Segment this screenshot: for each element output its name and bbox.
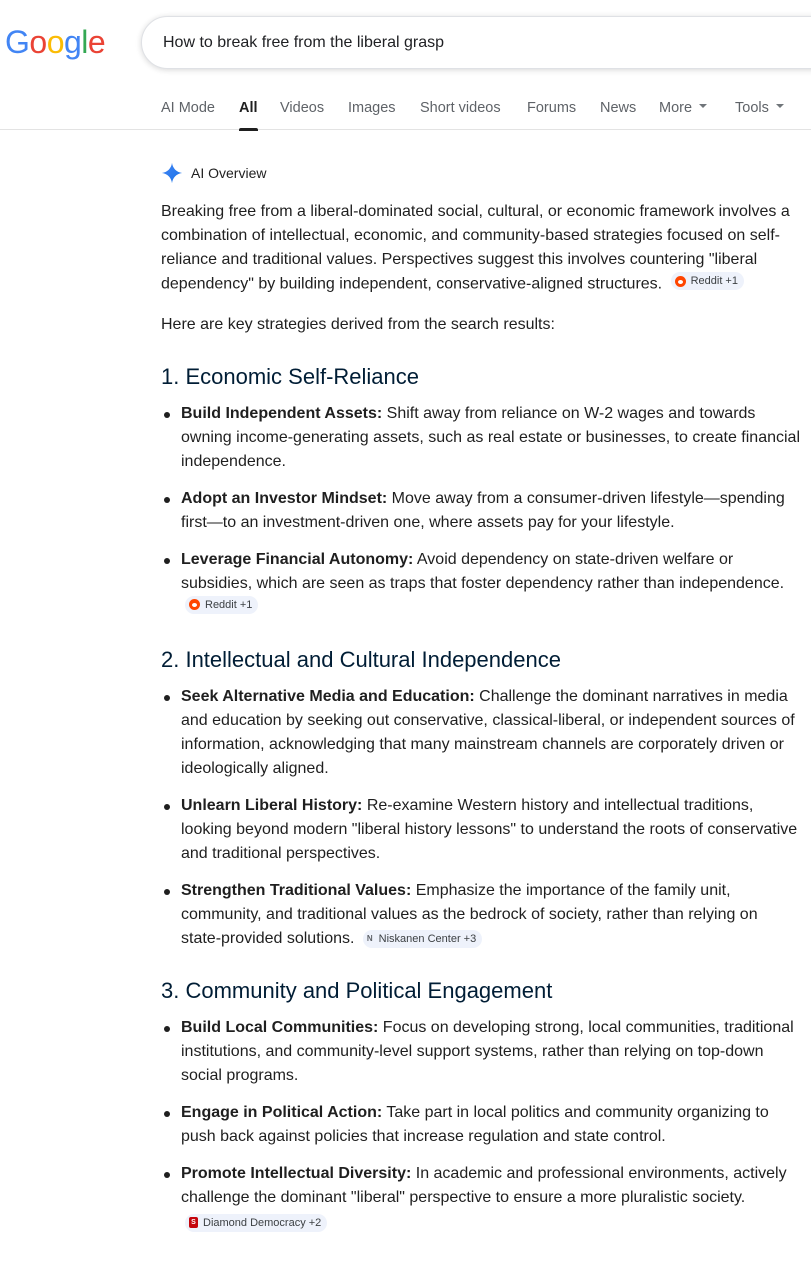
source-chip[interactable] xyxy=(185,596,258,614)
source-chip[interactable] xyxy=(363,930,482,948)
item-text: Re-examine Western history and intellectual traditions, looking beyond modern "liberal history lessons" to understand the roots of conservative and traditional perspectives. xyxy=(181,797,798,862)
logo-letter-g2: g xyxy=(63,24,82,60)
list-item xyxy=(161,1162,801,1234)
item-title: Promote Intellectual Diversity: xyxy=(181,1165,412,1182)
section-heading: 1. Economic Self-Reliance xyxy=(161,363,420,389)
list-item xyxy=(161,1016,801,1088)
item-text: Move away from a consumer-driven lifestyle—spending first—to an investment-driven one, where assets pay for your lifestyle. xyxy=(181,489,785,531)
list-item xyxy=(161,1101,801,1149)
item-text: In academic and professional environments, actively challenge the dominant "liberal" perspective to ensure a more pluralistic society. xyxy=(181,1165,787,1206)
tab-images[interactable]: Images xyxy=(348,100,396,116)
tab-videos[interactable]: Videos xyxy=(280,100,325,116)
tab-short-videos[interactable]: Short videos xyxy=(420,100,501,116)
tab-tools-label: Tools xyxy=(735,100,769,116)
tab-tools[interactable] xyxy=(735,99,784,117)
source-chip-label: Reddit +1 xyxy=(690,275,738,287)
logo-letter-g: G xyxy=(5,24,30,60)
section-list xyxy=(161,685,801,951)
source-chip-label: Diamond Democracy +2 xyxy=(203,1216,322,1229)
logo-letter-l: l xyxy=(81,24,88,60)
gemini-sparkle-icon xyxy=(161,162,183,184)
item-title: Unlearn Liberal History: xyxy=(181,797,363,814)
source-chip-label: Reddit +1 xyxy=(205,598,253,611)
item-text: Emphasize the importance of the family unit, community, and traditional values as the bedrock of society, rather than relying on state-provided solutions. xyxy=(181,882,758,947)
section-heading: 2. Intellectual and Cultural Independence xyxy=(161,647,561,672)
item-title: Engage in Political Action: xyxy=(181,1104,383,1121)
item-text: Shift away from reliance on W-2 wages and towards owning income-generating assets, such as real estate or businesses, to create financial independence. xyxy=(181,404,801,470)
tab-ai-mode[interactable]: AI Mode xyxy=(161,100,215,116)
reddit-icon xyxy=(675,276,686,287)
logo-letter-o2: o xyxy=(46,24,64,60)
item-title: Adopt an Investor Mindset: xyxy=(181,489,388,507)
tab-all[interactable]: All xyxy=(239,100,258,116)
search-tabs xyxy=(0,88,811,130)
logo-letter-e: e xyxy=(87,24,106,60)
section-list xyxy=(161,1016,801,1234)
chevron-down-icon xyxy=(776,104,784,108)
reddit-icon xyxy=(189,599,200,610)
list-item xyxy=(161,487,801,535)
logo-letter-o1: o xyxy=(29,24,47,60)
item-title: Strengthen Traditional Values: xyxy=(181,882,412,899)
item-text: Take part in local politics and community organizing to push back against policies that increase regulation and state control. xyxy=(181,1104,769,1145)
source-chip[interactable] xyxy=(185,1214,327,1232)
ai-overview-content xyxy=(161,200,801,1247)
item-title: Seek Alternative Media and Education: xyxy=(181,688,475,705)
list-item xyxy=(161,794,801,866)
search-input[interactable]: How to break free from the liberal grasp xyxy=(163,34,445,51)
chevron-down-icon xyxy=(699,104,707,108)
list-item xyxy=(161,402,801,474)
item-title: Leverage Financial Autonomy: xyxy=(181,550,414,568)
ai-overview-header xyxy=(161,161,266,185)
list-item xyxy=(161,685,801,781)
item-title: Build Independent Assets: xyxy=(181,404,383,422)
section-list xyxy=(161,402,801,621)
google-logo[interactable] xyxy=(5,22,105,62)
tab-more-label: More xyxy=(659,100,693,116)
search-box[interactable] xyxy=(141,16,811,69)
section-heading: 3. Community and Political Engagement xyxy=(161,978,553,1003)
item-text: Focus on developing strong, local communities, traditional institutions, and community-level support systems, rather than relying on top-down social programs. xyxy=(181,1019,794,1084)
item-title: Build Local Communities: xyxy=(181,1019,379,1036)
overview-lead: Here are key strategies derived from the search results: xyxy=(161,315,555,333)
diamond-democracy-icon: S xyxy=(189,1217,198,1228)
tab-forums[interactable]: Forums xyxy=(527,100,577,116)
ai-overview-title: AI Overview xyxy=(191,165,267,181)
intro-text: Breaking free from a liberal-dominated social, cultural, or economic framework involves a combination of intellectual, economic, and community-based strategies focused on self-reliance and traditional values. Perspectives suggest this involves countering "liberal dependency" by building independent, conservative-aligned structures. xyxy=(161,203,790,293)
list-item xyxy=(161,879,801,951)
overview-intro xyxy=(161,200,801,297)
list-item xyxy=(161,548,801,621)
source-chip[interactable] xyxy=(671,272,744,290)
tab-news[interactable]: News xyxy=(600,100,637,116)
item-text: Avoid dependency on state-driven welfare or subsidies, which are seen as traps that foster dependency rather than independence. xyxy=(181,550,785,592)
tab-more[interactable] xyxy=(659,99,707,117)
item-text: Challenge the dominant narratives in media and education by seeking out conservative, classical-liberal, or independent sources of information, acknowledging that many mainstream channels are corporately driven or ideologically aligned. xyxy=(181,688,795,777)
source-chip-label: Niskanen Center +3 xyxy=(378,933,477,945)
niskanen-icon: N xyxy=(366,934,373,943)
